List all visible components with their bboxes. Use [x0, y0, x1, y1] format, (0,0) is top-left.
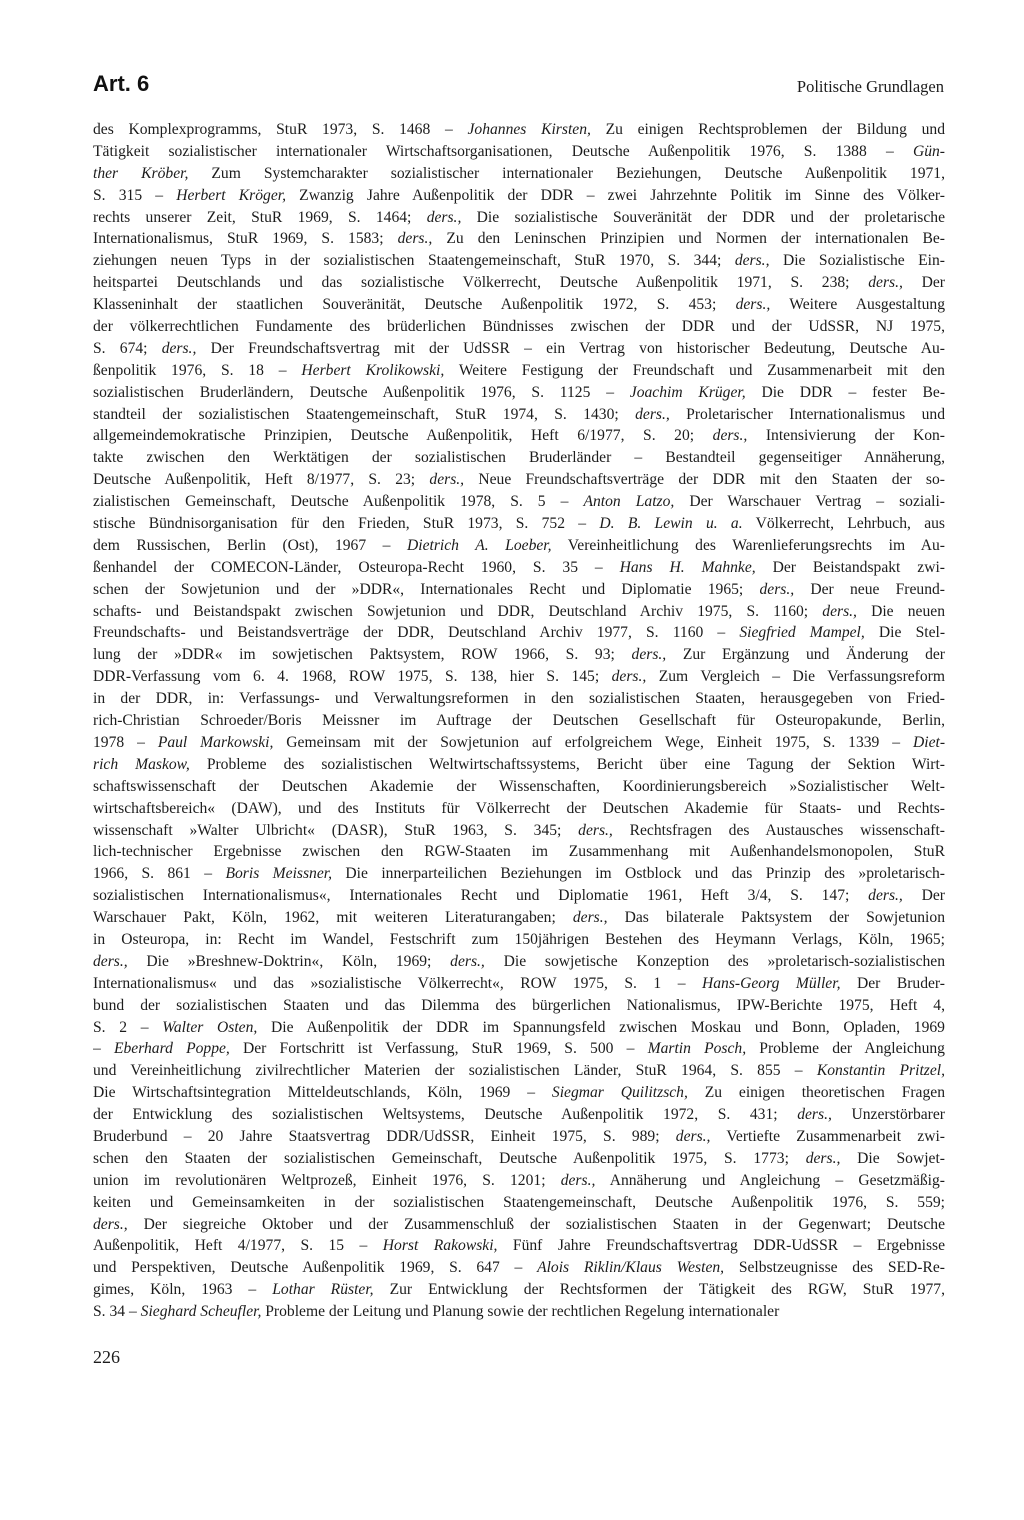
text-line — [93, 644, 945, 666]
text-segment: Die Wirtschaftsintegration Mitteldeutschlands, Köln, 1969 – — [93, 1084, 552, 1102]
text-line — [93, 338, 945, 360]
text-segment: Proletarischer Internationalismus und — [669, 405, 945, 423]
text-line — [93, 250, 945, 272]
text-segment: keiten und Gemeinsamkeiten in der sozialistischen Staatengemeinschaft, Deutsche Außenpolitik 1976, S. 559; — [93, 1193, 945, 1211]
text-line — [93, 1126, 945, 1148]
text-segment: S. 2 – — [93, 1018, 163, 1036]
text-segment: Die DDR – fester Be- — [745, 383, 945, 401]
text-segment: ßenpolitik 1976, S. 18 – — [93, 361, 302, 379]
text-line — [93, 1038, 945, 1060]
text-line — [93, 732, 945, 754]
text-line — [93, 535, 945, 557]
text-segment: Probleme des sozialistischen Weltwirtschaftssystems, Bericht über eine Tagung der Sektion Wirt- — [189, 755, 945, 773]
bibliography-text — [93, 119, 945, 1323]
author-name: ders., — [797, 1106, 832, 1124]
text-line — [93, 1301, 945, 1323]
text-line — [93, 688, 945, 710]
author-name: Anton Latzo, — [583, 493, 675, 511]
text-line — [93, 447, 945, 469]
text-segment: ßenhandel der COMECON-Länder, Osteuropa-Recht 1960, S. 35 – — [93, 558, 620, 576]
author-name: Sieghard Scheufler, — [140, 1303, 262, 1321]
text-line — [93, 601, 945, 623]
text-segment: takte zwischen den Werktätigen der sozialistischen Bruderländer – Bestandteil gegenseitiger Annäherung, — [93, 449, 945, 467]
text-segment: Weitere Ausgestaltung — [770, 296, 945, 314]
text-segment: Zu einigen theoretischen Fragen — [687, 1084, 945, 1102]
text-segment: Tätigkeit sozialistischer internationaler Wirtschaftsorganisationen, Deutsche Außenpolitik 1976, S. 1388 – — [93, 142, 913, 160]
text-line — [93, 754, 945, 776]
author-name: ders., — [635, 405, 670, 423]
text-segment: in Osteuropa, in: Recht im Wandel, Festschrift zum 150jährigen Bestehen des Heymann Verlags, Köln, 1965; — [93, 930, 945, 948]
text-segment: Probleme der Angleichung — [746, 1040, 945, 1058]
text-segment: Zu einigen Rechtsproblemen der Bildung und — [590, 121, 945, 138]
author-name: ders., — [161, 339, 197, 357]
text-segment: Vereinheitlichung des Warenlieferungsrechts im Au- — [551, 536, 945, 554]
text-segment: Fünf Jahre Freundschaftsvertrag DDR-UdSSR – Ergebnisse — [497, 1237, 945, 1255]
text-segment: Vertiefte Zusammenarbeit zwi- — [710, 1127, 945, 1145]
text-segment: Die Sowjet- — [840, 1149, 945, 1167]
text-segment: Zum Systemcharakter sozialistischer internationaler Beziehungen, Deutsche Außenpolitik 1971, — [188, 164, 945, 182]
text-line — [93, 185, 945, 207]
text-line — [93, 382, 945, 404]
author-name: ders., — [611, 668, 647, 686]
author-name: Hans-Georg Müller, — [702, 974, 841, 992]
text-segment: Der Warschauer Vertrag – soziali- — [674, 493, 945, 511]
text-segment: Unzerstörbarer — [831, 1106, 945, 1124]
author-name: Siegfried Mampel, — [739, 624, 865, 642]
text-segment: Selbstzeugnisse des SED-Re- — [724, 1259, 945, 1277]
author-name: Lothar Rüster, — [272, 1281, 374, 1299]
text-segment: Probleme der Leitung und Planung sowie der rechtlichen Regelung internationaler — [261, 1303, 780, 1321]
text-segment: Zwanzig Jahre Außenpolitik der DDR – zwei Jahrzehnte Politik im Sinne des Völker- — [286, 186, 945, 204]
text-segment: Die Außenpolitik der DDR im Spannungsfeld zwischen Moskau und Bonn, Opladen, 1969 — [257, 1018, 945, 1036]
text-segment: S. 34 – — [93, 1303, 141, 1321]
author-name: Paul Markowski, — [157, 733, 274, 751]
author-name: ders., — [734, 252, 770, 270]
text-line — [93, 1257, 945, 1279]
text-segment: des Komplexprogramms, StuR 1973, S. 1468 – — [93, 121, 468, 138]
page-header — [93, 70, 944, 102]
text-line — [93, 1082, 945, 1104]
text-segment: Intensivierung der Kon- — [747, 427, 945, 445]
text-line — [93, 1060, 945, 1082]
text-segment: schen den Staaten der sozialistischen Gemeinschaft, Deutsche Außenpolitik 1975, S. 1773; — [93, 1149, 806, 1167]
text-segment: Annäherung und Angleichung – Gesetzmäßig- — [595, 1171, 945, 1189]
text-segment: Die sowjetische Konzeption des »proletarisch-sozialistischen — [484, 952, 945, 970]
author-name: Diet- — [912, 733, 945, 751]
text-segment: S. 315 – — [93, 186, 177, 204]
author-name: ders., — [759, 580, 795, 598]
text-segment: Freundschafts- und Beistandsverträge der DDR, Deutschland Archiv 1977, S. 1160 – — [93, 624, 740, 642]
text-segment: 1966, S. 861 – — [93, 865, 226, 883]
text-segment: Die sozialistische Souveränität der DDR und der proletarische — [461, 208, 945, 226]
text-line — [93, 929, 945, 951]
text-segment: standteil der sozialistischen Staatengemeinschaft, StuR 1974, S. 1430; — [93, 405, 636, 423]
text-segment: Außenpolitik, Heft 4/1977, S. 15 – — [93, 1237, 383, 1255]
text-segment: Der — [902, 274, 945, 292]
author-name: Konstantin Pritzel, — [816, 1062, 945, 1080]
author-name: Walter Osten, — [162, 1018, 258, 1036]
text-segment: lich-technischer Ergebnisse zwischen den RGW-Staaten im Zusammenhang mit Außenhandelsmonopolen, StuR — [93, 843, 945, 861]
text-line — [93, 1214, 945, 1236]
text-segment: der völkerrechtlichen Fundamente des brüderlichen Bündnisses zwischen der DDR und der UdSSR, NJ 1975, — [93, 318, 945, 336]
text-segment: lung der »DDR« im sowjetischen Paktsystem, ROW 1966, S. 93; — [93, 646, 632, 664]
text-segment: und Vereinheitlichung zivilrechtlicher Materien der sozialistischen Länder, StuR 1964, S. 855 – — [93, 1062, 817, 1080]
text-line — [93, 557, 945, 579]
text-segment: Das bilaterale Paktsystem der Sowjetunion — [607, 909, 945, 927]
text-segment: wissenschaft »Walter Ulbricht« (DASR), StuR 1963, S. 345; — [93, 821, 579, 839]
author-name: ders., — [93, 952, 128, 970]
text-line — [93, 272, 945, 294]
text-segment: Gemeinsam mit der Sowjetunion auf erfolgreichem Wege, Einheit 1975, S. 1339 – — [273, 733, 913, 751]
author-name: Herbert Kröger, — [176, 186, 287, 204]
author-name: ders., — [805, 1149, 841, 1167]
text-segment: schaftswissenschaft der Deutschen Akademie der Wissenschaften, Koordinierungsbereich »Sozialistischer Welt- — [93, 777, 945, 795]
text-line — [93, 316, 945, 338]
author-name: ders., — [675, 1127, 711, 1145]
text-segment: stische Bündnisorganisation für den Frieden, StuR 1973, S. 752 – — [93, 515, 600, 533]
text-segment: wirtschaftsbereich« (DAW), und des Instituts für Völkerrecht der Deutschen Akademie für Staats- und Rechts- — [93, 799, 945, 817]
text-segment: Die Sozialistische Ein- — [769, 252, 945, 270]
section-title: Politische Grundlagen — [796, 77, 944, 96]
text-line — [93, 1148, 945, 1170]
text-line — [93, 228, 945, 250]
text-segment: Die neuen — [856, 602, 945, 620]
author-name: ders., — [822, 602, 857, 620]
author-name: Joachim Krüger, — [629, 383, 746, 401]
text-line — [93, 163, 945, 185]
text-segment: – — [93, 1040, 114, 1058]
author-name: Alois Riklin/Klaus Westen, — [537, 1259, 725, 1277]
author-name: ders., — [572, 909, 608, 927]
text-line — [93, 294, 945, 316]
text-line — [93, 207, 945, 229]
text-line — [93, 1104, 945, 1126]
text-segment: dem Russischen, Berlin (Ost), 1967 – — [93, 536, 408, 554]
text-segment: Weitere Festigung der Freundschaft und Zusammenarbeit mit den — [444, 361, 945, 379]
text-segment: Der siegreiche Oktober und der Zusammenschluß der sozialistischen Staaten in der Gegenwart; Deutsche — [127, 1215, 945, 1233]
text-line — [93, 1192, 945, 1214]
text-segment: zialistischen Gemeinschaft, Deutsche Außenpolitik 1978, S. 5 – — [93, 493, 584, 511]
author-name: Dietrich A. Loeber, — [407, 536, 552, 554]
author-name: Siegmar Quilitzsch, — [551, 1084, 688, 1102]
text-segment: Internationalismus« und das »sozialistische Völkerrecht«, ROW 1975, S. 1 – — [93, 974, 702, 992]
text-segment: der Entwicklung des sozialistischen Weltsystems, Deutsche Außenpolitik 1972, S. 431; — [93, 1106, 798, 1124]
text-segment: Der Beistandspakt zwi- — [755, 558, 945, 576]
text-line — [93, 360, 945, 382]
article-label: Art. 6 — [93, 71, 150, 96]
author-name: D. B. Lewin u. a. — [599, 515, 743, 533]
page-number: 226 — [93, 1347, 120, 1367]
text-segment: sozialistischen Bruderländern, Deutsche Außenpolitik 1976, S. 1125 – — [93, 383, 630, 401]
text-segment: Die »Breshnew-Doktrin«, Köln, 1969; — [127, 952, 451, 970]
text-segment: Zum Vergleich – Die Verfassungsreform — [646, 668, 945, 686]
author-name: Horst Rakowski, — [382, 1237, 498, 1255]
text-segment: Die innerparteilichen Beziehungen im Ostblock und das Prinzip des »proletarisch- — [332, 865, 945, 883]
text-line — [93, 1235, 945, 1257]
text-segment: union im revolutionären Weltprozeß, Einheit 1976, S. 1201; — [93, 1171, 561, 1189]
author-name: ders., — [560, 1171, 596, 1189]
text-line — [93, 469, 945, 491]
text-segment: Der neue Freund- — [794, 580, 945, 598]
author-name: Eberhard Poppe, — [113, 1040, 230, 1058]
author-name: Hans H. Mahnke, — [619, 558, 756, 576]
text-segment: sozialistischen Internationalismus«, Internationales Recht und Diplomatie 1961, Heft 3/4, S. 147; — [93, 887, 869, 905]
text-line — [93, 141, 945, 163]
text-segment: Der Bruder- — [840, 974, 945, 992]
text-line — [93, 907, 945, 929]
author-name: ders., — [735, 296, 771, 314]
author-name: ders., — [631, 646, 667, 664]
text-line — [93, 1170, 945, 1192]
text-line — [93, 951, 945, 973]
text-segment: Neue Freundschaftsverträge der DDR mit den Staaten der so- — [464, 471, 945, 489]
text-segment: Internationalismus, StuR 1969, S. 1583; — [93, 230, 398, 248]
text-segment: rich-Christian Schroeder/Boris Meissner im Auftrage der Deutschen Gesellschaft für Osteuropakunde, Berlin, — [93, 712, 945, 730]
author-name: ders., — [868, 274, 903, 292]
text-segment: Zu den Leninschen Prinzipien und Normen der internationalen Be- — [432, 230, 945, 248]
text-segment: gimes, Köln, 1963 – — [93, 1281, 273, 1299]
text-segment: rechts unserer Zeit, StuR 1969, S. 1464; — [93, 208, 427, 226]
text-segment: Deutsche Außenpolitik, Heft 8/1977, S. 23; — [93, 471, 430, 489]
text-segment: Rechtsfragen des Austausches wissenschaft- — [612, 821, 945, 839]
author-name: Martin Posch, — [647, 1040, 747, 1058]
text-segment: in der DDR, in: Verfassungs- und Verwaltungsreformen in den sozialistischen Staaten, herausgegeben von Fried- — [93, 690, 945, 708]
text-line — [93, 863, 945, 885]
author-name: Boris Meissner, — [225, 865, 333, 883]
text-segment: Bruderbund – 20 Jahre Staatsvertrag DDR/UdSSR, Einheit 1975, S. 989; — [93, 1127, 676, 1145]
text-segment: DDR-Verfassung vom 6. 4. 1968, ROW 1975, S. 138, hier S. 145; — [93, 668, 612, 686]
text-line — [93, 404, 945, 426]
text-segment: Der Freundschaftsvertrag mit der UdSSR – ein Vertrag von historischer Bedeutung, Deutsche Au- — [196, 339, 945, 357]
text-segment: bund der sozialistischen Staaten und das Dilemma des bürgerlichen Nationalismus, IPW-Berichte 1975, Heft 4, — [93, 996, 945, 1014]
author-name: Gün- — [912, 142, 945, 160]
text-segment: Zur Entwicklung der Rechtsformen der Tätigkeit des RGW, StuR 1977, — [373, 1281, 945, 1299]
author-name: ders., — [578, 821, 613, 839]
text-line — [93, 119, 945, 141]
text-line — [93, 1279, 945, 1301]
text-segment: Die Stel- — [864, 624, 945, 642]
text-line — [93, 776, 945, 798]
author-name: rich Maskow, — [93, 755, 190, 773]
author-name: Herbert Krolikowski, — [301, 361, 445, 379]
text-segment: Der — [902, 887, 945, 905]
text-segment: Warschauer Pakt, Köln, 1962, mit weiteren Literaturangaben; — [93, 909, 573, 927]
author-name: ders., — [93, 1215, 128, 1233]
text-segment: ziehungen neuen Typs in der sozialistischen Staatengemeinschaft, StuR 1970, S. 344; — [93, 252, 735, 270]
text-line — [93, 820, 945, 842]
text-line — [93, 666, 945, 688]
text-segment: und Perspektiven, Deutsche Außenpolitik 1969, S. 647 – — [93, 1259, 538, 1277]
text-segment: schen der Sowjetunion und der »DDR«, Internationales Recht und Diplomatie 1965; — [93, 580, 760, 598]
author-name: ders., — [426, 208, 462, 226]
author-name: ders., — [868, 887, 903, 905]
text-line — [93, 885, 945, 907]
author-name: ders., — [450, 952, 485, 970]
text-segment: Zur Ergänzung und Änderung der — [666, 646, 945, 664]
text-segment: Der Fortschritt ist Verfassung, StuR 1969, S. 500 – — [229, 1040, 648, 1058]
text-segment: Klasseninhalt der staatlichen Souveränität, Deutsche Außenpolitik 1972, S. 453; — [93, 296, 736, 314]
text-line — [93, 622, 945, 644]
text-line — [93, 491, 945, 513]
author-name: Johannes Kirsten, — [467, 121, 591, 138]
text-line — [93, 841, 945, 863]
text-segment: allgemeindemokratische Prinzipien, Deutsche Außenpolitik, Heft 6/1977, S. 20; — [93, 427, 713, 445]
text-line — [93, 995, 945, 1017]
text-segment: 1978 – — [93, 733, 158, 751]
text-line — [93, 579, 945, 601]
text-segment: Völkerrecht, Lehrbuch, aus — [742, 515, 945, 533]
text-line — [93, 710, 945, 732]
text-line — [93, 798, 945, 820]
author-name: ders., — [712, 427, 748, 445]
author-name: ders., — [429, 471, 465, 489]
author-name: ders., — [397, 230, 433, 248]
text-line — [93, 425, 945, 447]
text-segment: schafts- und Beistandspakt zwischen Sowjetunion und DDR, Deutschland Archiv 1975, S. 1160; — [93, 602, 823, 620]
text-segment: heitspartei Deutschlands und das sozialistische Völkerrecht, Deutsche Außenpolitik 1971, S. 238; — [93, 274, 869, 292]
author-name: ther Kröber, — [93, 164, 189, 182]
text-line — [93, 1017, 945, 1039]
text-line — [93, 973, 945, 995]
text-segment: S. 674; — [93, 339, 162, 357]
text-line — [93, 513, 945, 535]
